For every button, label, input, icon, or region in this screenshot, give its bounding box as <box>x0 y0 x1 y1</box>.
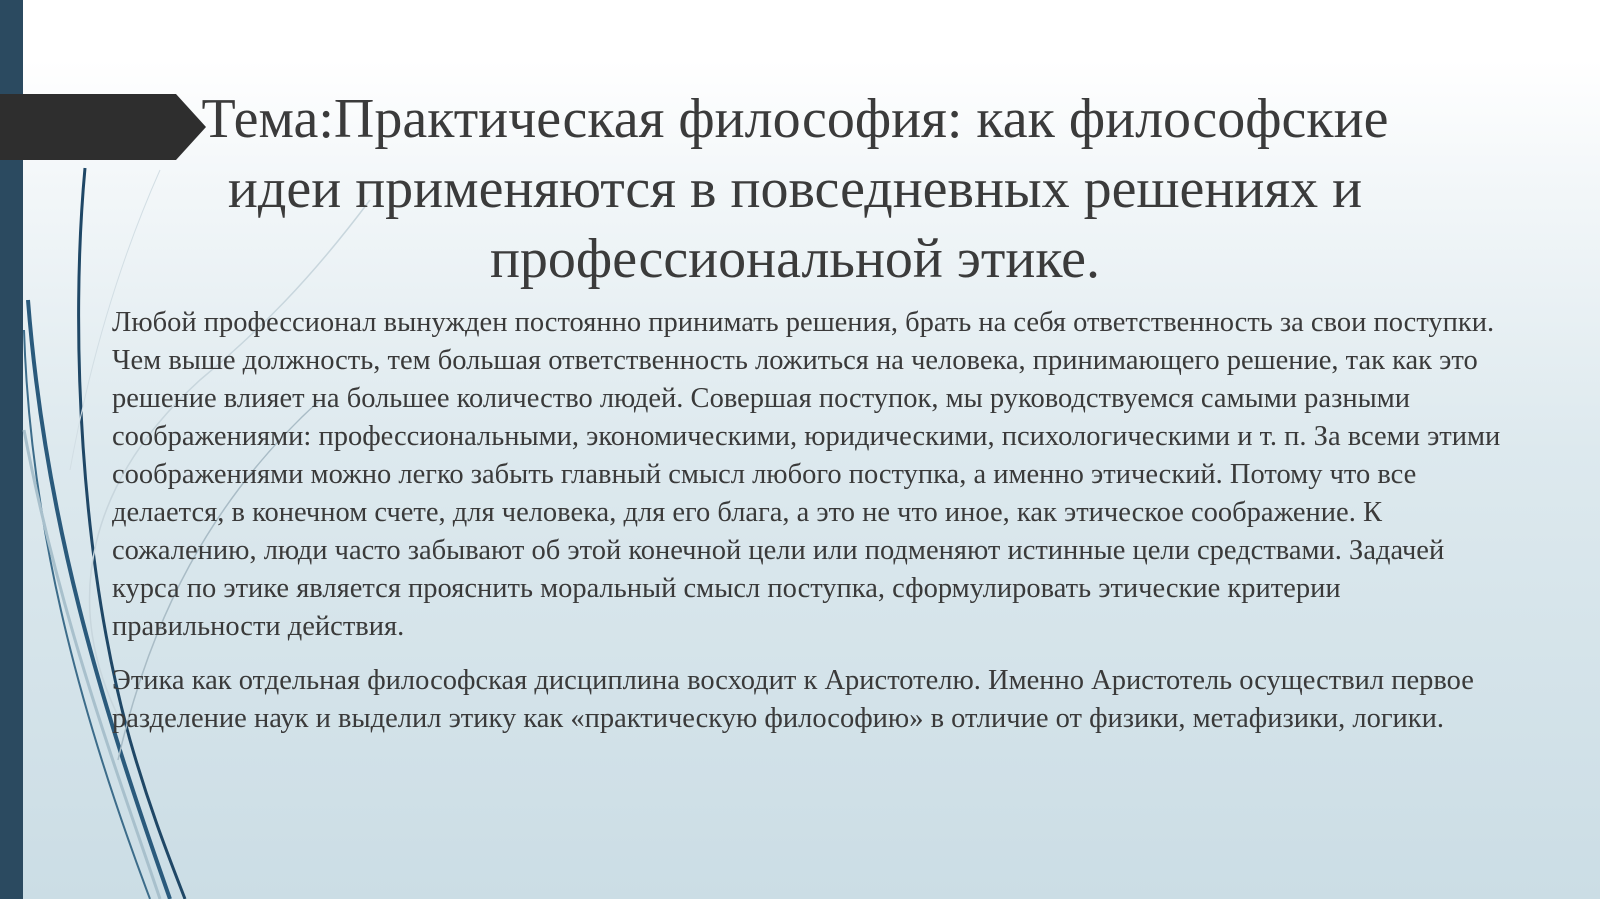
slide-title: Тема:Практическая философия: как философские идеи применяются в повседневных решениях и профессиональной этике. <box>201 88 1389 290</box>
body-paragraph: Этика как отдельная философская дисциплина восходит к Аристотелю. Именно Аристотель осуществил первое разделение наук и выделил этику как «практическую философию» в отличие от физики, метафизики, логики. <box>112 665 1474 734</box>
body-paragraph: Любой профессионал вынужден постоянно принимать решения, брать на себя ответственность за свои поступки. Чем выше должность, тем большая ответственность ложиться на человека, принимающего решение, так как это решение влияет на большее количество людей. Совершая поступок, мы руководствуемся самыми разными соображениями: профессиональными, экономическими, юридическими, психологическими и т. п. За всеми этими соображениями можно легко забыть главный смысл любого поступка, а именно этический. Потому что все делается, в конечном счете, для человека, для его блага, а это не что иное, как этическое соображение. К сожалению, люди часто забывают об этой конечной цели или подменяют истинные цели средствами. Задачей курса по этике является прояснить моральный смысл поступка, сформулировать этические критерии правильности действия. <box>112 307 1501 642</box>
slide-body <box>112 304 1512 738</box>
